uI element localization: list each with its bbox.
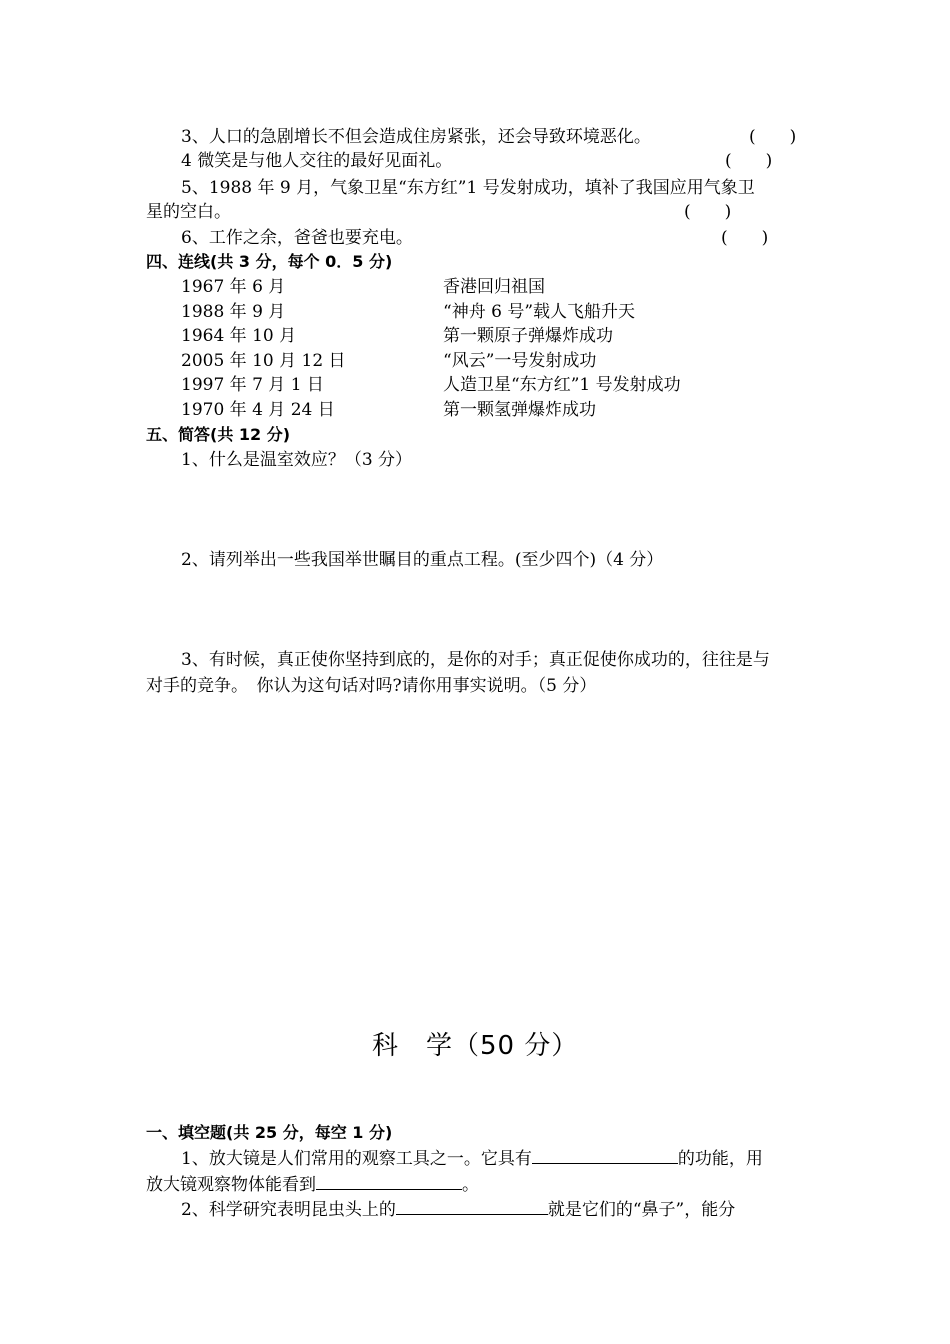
science-q2-line1 [181,1196,735,1222]
answer-blank[interactable] [316,1171,462,1190]
matching-date[interactable]: 1967 年 6 月 [181,277,286,297]
science-title: 科 学（50 分） [372,1031,579,1061]
science-q1-text: 放大镜观察物体能看到 [146,1175,316,1195]
matching-event[interactable]: 第一颗氢弹爆炸成功 [443,400,596,420]
matching-date[interactable]: 1964 年 10 月 [181,326,297,346]
short-answer-heading: 五、简答(共 12 分) [146,425,291,444]
science-fill-heading: 一、填空题(共 25 分，每空 1 分) [146,1123,393,1142]
answer-paren-5[interactable]: ( ) [684,202,732,222]
judgement-item-5-line2: 星的空白。 [146,202,231,222]
science-q1-line2 [146,1171,479,1197]
judgement-item-3: 3、人口的急剧增长不但会造成住房紧张，还会导致环境恶化。 [181,127,651,147]
matching-date[interactable]: 1988 年 9 月 [181,302,286,322]
science-q1-text: 。 [462,1175,479,1195]
answer-blank[interactable] [532,1145,678,1164]
matching-event[interactable]: 第一颗原子弹爆炸成功 [443,326,613,346]
short-answer-q3-line1: 3、有时候，真正使你坚持到底的，是你的对手；真正促使你成功的，往往是与 [181,650,770,670]
science-q1-line1 [181,1145,763,1171]
short-answer-q3-line2: 对手的竞争。 你认为这句话对吗?请你用事实说明。（5 分） [146,676,597,696]
matching-event[interactable]: “风云”一号发射成功 [443,351,597,371]
science-q2-text: 2、科学研究表明昆虫头上的 [181,1200,396,1220]
short-answer-q1: 1、什么是温室效应？（3 分） [181,450,413,470]
matching-event[interactable]: 香港回归祖国 [443,277,545,297]
matching-date[interactable]: 1997 年 7 月 1 日 [181,375,324,395]
short-answer-q2: 2、请列举出一些我国举世瞩目的重点工程。(至少四个)（4 分） [181,550,664,570]
matching-heading: 四、连线(共 3 分，每个 0．5 分) [146,252,393,271]
answer-paren-4[interactable]: ( ) [725,151,773,171]
answer-blank[interactable] [396,1196,548,1215]
answer-paren-6[interactable]: ( ) [721,228,769,248]
matching-event[interactable]: 人造卫星“东方红”1 号发射成功 [443,375,681,395]
judgement-item-6: 6、工作之余，爸爸也要充电。 [181,228,413,248]
answer-paren-3[interactable]: ( ) [749,127,797,147]
judgement-item-5-line1: 5、1988 年 9 月，气象卫星“东方红”1 号发射成功，填补了我国应用气象卫 [181,178,755,198]
judgement-item-4: 4 微笑是与他人交往的最好见面礼。 [181,151,453,171]
science-q1-text: 的功能，用 [677,1149,763,1169]
science-q1-text: 1、放大镜是人们常用的观察工具之一。它具有 [181,1149,532,1169]
matching-date[interactable]: 1970 年 4 月 24 日 [181,400,335,420]
science-q2-text: 就是它们的“鼻子”，能分 [547,1200,736,1220]
matching-event[interactable]: “神舟 6 号”载人飞船升天 [443,302,636,322]
matching-date[interactable]: 2005 年 10 月 12 日 [181,351,346,371]
